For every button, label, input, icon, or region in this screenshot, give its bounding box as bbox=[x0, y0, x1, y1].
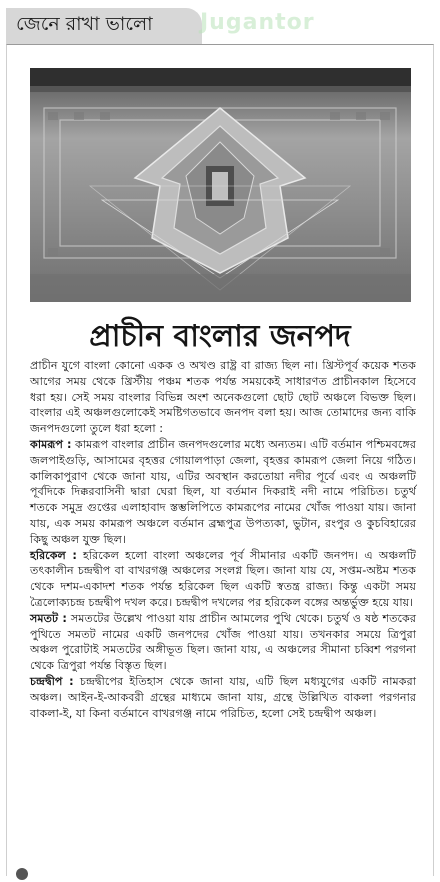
section-heading: হরিকেল : bbox=[30, 548, 77, 562]
section-samatat bbox=[30, 611, 416, 674]
section-text: কামরূপ বাংলার প্রাচীন জনপদগুলোর মধ্যে অন্যতম। এটি বর্তমান পশ্চিমবঙ্গের জলপাইগুড়ি, আসামের বৃহত্তর গোয়ালপাড়া জেলা, বৃহত্তর কামরূপ জেলা নিয়ে গঠিত। কালিকাপুরাণ থেকে জানা যায়, এটির অবস্থান করতোয়া নদীর পূর্বে এবং এ অঞ্চলটি পূর্বদিকে দিক্করবাসিনী দ্বারা ঘেরা ছিল, যা বর্তমান দিকরাই নদী নামে পরিচিত। চতুর্থ শতকে সমুদ্র গুপ্তের এলাহাবাদ স্তম্ভলিপিতে কামরূপের নামের খোঁজ পাওয়া যায়। জানা যায়, এক সময় কামরূপ অঞ্চলে বর্তমান ব্রহ্মপুত্র উপত্যকা, ভুটান, রংপুর ও কুচবিহারের কিছু অঞ্চল যুক্ত ছিল। bbox=[30, 437, 416, 546]
section-text: হরিকেল হলো বাংলা অঞ্চলের পূর্ব সীমানার একটি জনপদ। এ অঞ্চলটি তৎকালীন চন্দ্রদ্বীপ বা বাখরগঞ্জ অঞ্চলের সংলগ্ন ছিল। জানা যায় যে, সপ্তম-অষ্টম শতক থেকে দশম-একাদশ শতক পর্যন্ত হরিকেল ছিল একটি স্বতন্ত্র রাজ্য। কিন্তু একটা সময় ত্রৈলোক্যচন্দ্র চন্দ্রদ্বীপ দখল করে। চন্দ্রদ্বীপ দখলের পর হরিকেল বঙ্গের অন্তর্ভুক্ত হয়ে যায়। bbox=[30, 548, 416, 609]
section-chandradwip bbox=[30, 674, 416, 721]
section-harikel bbox=[30, 548, 416, 611]
article-title: প্রাচীন বাংলার জনপদ bbox=[89, 319, 351, 354]
article-body bbox=[30, 358, 416, 721]
section-text: সমতটের উল্লেখ পাওয়া যায় প্রাচীন আমলের পুথি থেকে। চতুর্থ ও ষষ্ঠ শতকের পুথিতে সমতট নামের একটি জনপদের খোঁজ পাওয়া যায়। তখনকার সময়ে ত্রিপুরা অঞ্চল পুরোটাই সমতটের অঙ্গীভূত ছিল। জানা যায়, এ অঞ্চলের সীমানা চব্বিশ পরগনা থেকে ত্রিপুরা পর্যন্ত বিস্তৃত ছিল। bbox=[30, 611, 416, 673]
section-title: জেনে রাখা ভালো bbox=[16, 13, 153, 35]
article-photo bbox=[30, 68, 411, 302]
section-text: চন্দ্রদ্বীপের ইতিহাস থেকে জানা যায়, এটি ছিল মধ্যযুগের একটি নামকরা অঞ্চল। আইন-ই-আকবরী গ্রন্থের মাধ্যমে জানা যায়, গ্রন্থে উল্লিখিত বাকলা পরগনার বাকলা-ই, যা কিনা বর্তমানে বাখরগঞ্জ নামে পরিচিত, হলো সেই চন্দ্রদ্বীপ অঞ্চল। bbox=[30, 674, 416, 720]
section-heading: চন্দ্রদ্বীপ : bbox=[30, 674, 74, 688]
section-header-tab bbox=[6, 8, 202, 44]
section-heading: সমতট : bbox=[30, 611, 67, 625]
watermark: Jugantor bbox=[200, 10, 315, 35]
corner-mark bbox=[16, 868, 28, 880]
article-intro: প্রাচীন যুগে বাংলা কোনো একক ও অখণ্ড রাষ্ট্র বা রাজ্য ছিল না। খ্রিস্টপূর্ব কয়েক শতক আগের সময় থেকে খ্রিস্টীয় পঞ্চম শতক পর্যন্ত সময়কেই সাধারণত প্রাচীনকাল হিসেবে ধরা হয়। সেই সময় বাংলার বিভিন্ন অংশ অনেকগুলো ছোট ছোট অঞ্চলে বিভক্ত ছিল। বাংলার এই অঞ্চলগুলোকেই সমষ্টিগতভাবে জনপদ বলা হয়। আজ তোমাদের জন্য বাকি জনপদগুলো তুলে ধরা হলো : bbox=[30, 359, 416, 436]
ruins-illustration bbox=[30, 68, 411, 302]
section-kamrup bbox=[30, 437, 416, 548]
section-heading: কামরূপ : bbox=[30, 437, 72, 451]
